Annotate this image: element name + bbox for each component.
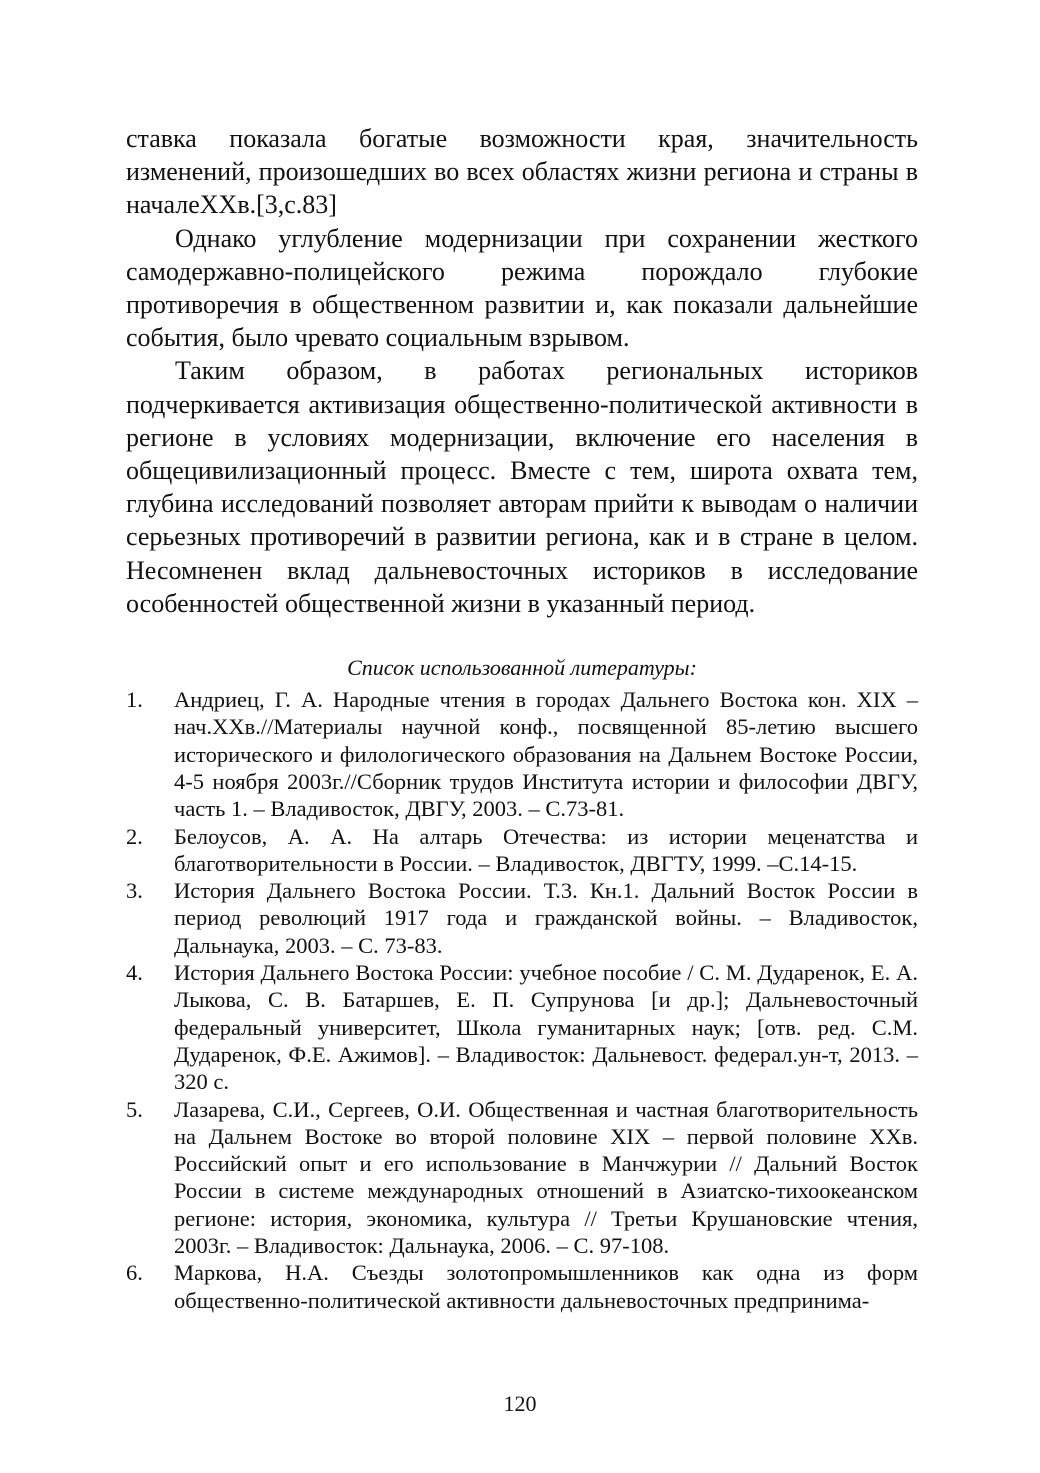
references-list: [126, 686, 918, 1314]
reference-item: [126, 823, 918, 878]
page-content: [126, 122, 918, 1314]
reference-item: [126, 686, 918, 822]
reference-text: Лазарева, С.И., Сергеев, О.И. Общественная и частная благотворительность на Дальнем Востоке во второй половине XIX – первой половине XXв. Российский опыт и его использование в Манчжурии // Дальний Восток России в системе международных отношений в Азиатско-тихоокеанском регионе: история, экономика, культура // Третьи Крушановские чтения, 2003г. – Владивосток: Дальнаука, 2006. – С. 97-108.: [174, 1096, 918, 1258]
references-heading: Список использованной литературы:: [347, 655, 697, 681]
reference-text: История Дальнего Востока России. Т.3. Кн.1. Дальний Восток России в период революций 1917 года и гражданской войны. – Владивосток, Дальнаука, 2003. – С. 73-83.: [174, 878, 918, 958]
reference-text: Маркова, Н.А. Съезды золотопромышленников как одна из форм общественно-политической активности дальневосточных предпринима-: [174, 1260, 918, 1313]
paragraph: Однако углубление модернизации при сохранении жесткого самодержавно-полицейского режима порождало глубокие противоречия в общественном развитии и, как показали дальнейшие события, было чревато социальным взрывом.: [126, 223, 918, 353]
reference-number: 4.: [126, 960, 143, 986]
paragraph: ставка показала богатые возможности края, значительность изменений, произошедших во всех областях жизни региона и страны в началеXXв.[3,с.83]: [126, 124, 918, 220]
paragraph: Таким образом, в работах региональных историков подчеркивается активизация общественно-политической активности в регионе в условиях модернизации, включение его населения в общецивилизационный процесс. Вместе с тем, широта охвата тем, глубина исследований позволяет авторам прийти к выводам о наличии серьезных противоречий в развитии региона, как и в стране в целом. Несомненен вклад дальневосточных историков в исследование особенностей общественной жизни в указанный период.: [126, 356, 918, 618]
reference-number: 2.: [126, 823, 143, 849]
body-text: [126, 122, 918, 620]
reference-number: 3.: [126, 878, 143, 904]
reference-number: 6.: [126, 1260, 143, 1286]
reference-text: Андриец, Г. А. Народные чтения в городах Дальнего Востока кон. XIX – нач.XXв.//Материалы научной конф., посвященной 85-летию высшего исторического и филологического образования на Дальнем Востоке России, 4-5 ноября 2003г.//Сборник трудов Института истории и философии ДВГУ, часть 1. – Владивосток, ДВГУ, 2003. – С.73-81.: [174, 687, 918, 822]
reference-item: [126, 1259, 918, 1314]
page-number: 120: [503, 1391, 537, 1416]
reference-text: Белоусов, А. А. На алтарь Отечества: из истории меценатства и благотворительности в России. – Владивосток, ДВГТУ, 1999. –С.14-15.: [174, 823, 918, 876]
reference-item: [126, 959, 918, 1095]
reference-number: 1.: [126, 687, 143, 713]
reference-text: История Дальнего Востока России: учебное пособие / С. М. Дударенок, Е. А. Лыкова, С. В. Батаршев, Е. П. Супрунова [и др.]; Дальневосточный федеральный университет, Школа гуманитарных наук; [отв. ред. С.М. Дударенок, Ф.Е. Ажимов]. – Владивосток: Дальневост. федерал.ун-т, 2013. – 320 с.: [174, 960, 918, 1095]
reference-item: [126, 877, 918, 959]
reference-number: 5.: [126, 1096, 143, 1122]
reference-item: [126, 1096, 918, 1260]
